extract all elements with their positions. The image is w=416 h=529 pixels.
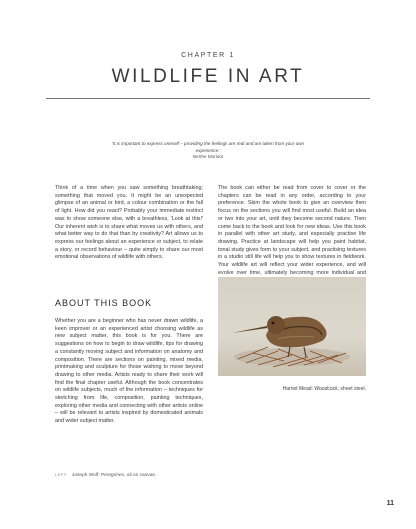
title-rule bbox=[46, 98, 370, 99]
footer-artist: Joseph Wolf: bbox=[71, 473, 101, 478]
caption-artist: Harriet Mead: bbox=[282, 386, 315, 392]
epigraph-quote: 'It is important to express oneself – providing the feelings are real and are taken from your own experience.' bbox=[111, 141, 305, 153]
artwork-caption bbox=[240, 386, 366, 392]
caption-medium: , sheet steel. bbox=[337, 386, 366, 392]
caption-work-title: Woodcock bbox=[314, 386, 338, 392]
epigraph bbox=[108, 141, 308, 161]
section-heading: ABOUT THIS BOOK bbox=[55, 298, 153, 308]
chapter-label: CHAPTER 1 bbox=[181, 52, 235, 59]
footer-work-title: Peregrines bbox=[100, 473, 125, 478]
woodcock-sculpture-illustration bbox=[218, 277, 366, 376]
paragraph: Whether you are a beginner who has never drawn wildlife, a keen improver or an experienced artist choosing wildlife as new subject matter, this book is for you. There are suggestions on how to begin to draw wildlife, tips for drawing a constantly moving subject and information on anatomy and composition. There are sections on painting, mixed media, printmaking and sculpture for those wishing to move beyond drawing to other media. Artists ready to share their work will find the final chapter useful. Although the book concentrates on wildlife subjects, much of the information – techniques for sketching from life, composition, painting techniques, exploring other media and connecting with other artists online – will be relevant to artists inspired by domesticated animals and wider subject matter. bbox=[55, 318, 203, 425]
paragraph: The book can either be read from cover to cover or the chapters can be read in any order, according to your preference. Skim the whole book to give an overview then focus on the sections you will find most useful. Build an idea or two into your art, until they become second nature. Then come back to the book and look for new ideas. Use this book in parallel with other art study, and especially practise life drawing. Practice at landscape will help you paint habitat, tonal study gives form to your subject, and practising textures in a studio still life will help you to show textures in fieldwork. Your wildlife art will reflect your wider experience, and will evolve over time, ultimately becoming more individual and bbox=[218, 185, 366, 276]
footer-position-label: LEFT: bbox=[55, 473, 68, 477]
epigraph-author: Berthe Morisot bbox=[193, 154, 223, 160]
section-body bbox=[55, 318, 203, 426]
paragraph: Think of a time when you saw something breathtaking; something that moved you. It might be an unexpected glimpse of an animal or bird, a colour combination or the fall of light. How did you react? Probably your immediate instinct was to show someone else, with a breathless, 'Look at this!' Our inherent wish is to share what moves us with others, and what better way to do that than by creativity? Art allows us to express our feelings about an experience or subject, to relate a story, or record behaviour – quite simply to share our most emotional observations of wildlife with others. bbox=[55, 185, 203, 261]
artwork-image bbox=[218, 277, 366, 376]
page-title: WILDLIFE IN ART bbox=[111, 66, 305, 87]
intro-left-column bbox=[55, 185, 203, 262]
footer-caption bbox=[55, 473, 156, 478]
page-number: 11 bbox=[386, 500, 394, 507]
footer-medium: , oil on canvas. bbox=[124, 473, 157, 478]
